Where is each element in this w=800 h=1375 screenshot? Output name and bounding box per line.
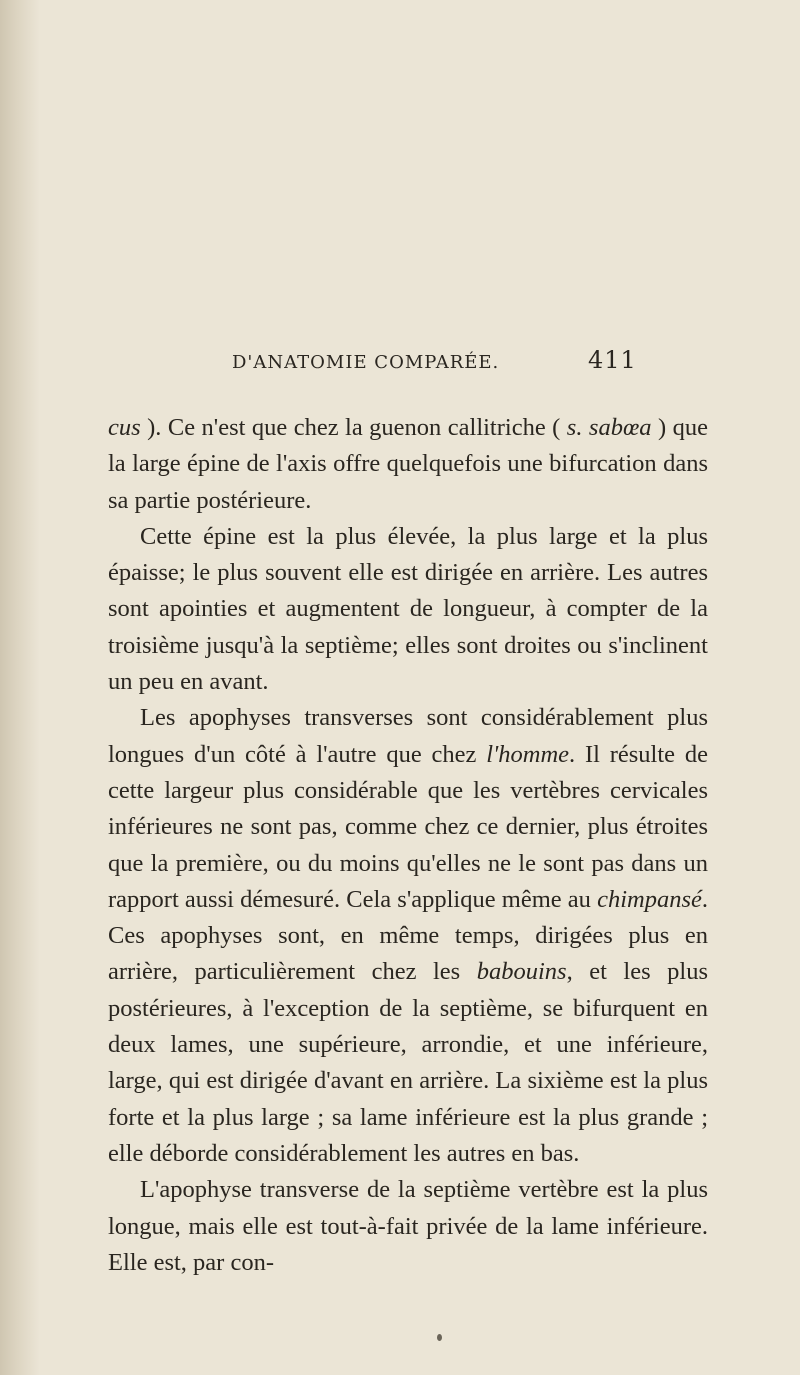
text-run: ). Ce n'est que chez la guenon callitriche ( xyxy=(140,414,567,441)
page-number: 411 xyxy=(588,346,637,374)
paragraph xyxy=(108,410,708,519)
text-run: . Il résulte de cette largeur plus considérable que les vertèbres cervicales inférieures ne sont pas, comme chez ce dernier, plus étroites que la première, ou du moins qu'elles ne le sont pas dans un rapport aussi démesuré. Cela s'applique même au xyxy=(108,740,708,913)
body-text xyxy=(108,410,708,1281)
italic-term: cus xyxy=(108,414,141,441)
text-run: , et les plus postérieures, à l'exception de la septième, se bifurquent en deux lames, une supérieure, arrondie, et une inférieure, large, qui est dirigée d'avant en arrière. La sixième est la plus forte et la plus large ; sa lame inférieure est la plus grande ; elle déborde considérablement les autres en bas. xyxy=(108,958,708,1167)
running-title: D'ANATOMIE COMPARÉE. xyxy=(232,352,500,373)
print-speck xyxy=(437,1334,442,1341)
text-run: ) que la large épine de l'axis offre quelquefois une bifurcation dans sa partie postérieure. xyxy=(108,414,708,514)
italic-term: l'homme xyxy=(486,740,570,768)
text-run: L'apophyse transverse de la septième vertèbre est la plus longue, mais elle est tout-à-fait privée de la lame inférieure. Elle est, par con- xyxy=(108,1176,708,1276)
text-run: Cette épine est la plus élevée, la plus large et la plus épaisse; le plus souvent elle est dirigée en arrière. Les autres sont apointies et augmentent de longueur, à compter de la troisième jusqu'à la septième; elles sont droites ou s'inclinent un peu en avant. xyxy=(108,522,708,696)
italic-term: babouins xyxy=(476,958,567,986)
paragraph xyxy=(108,1172,708,1281)
italic-term: chimpansé xyxy=(597,885,702,913)
italic-term: s. sabœa xyxy=(566,414,652,441)
text-run: Les apophyses transverses sont considérablement plus longues d'un côté à l'autre que chez xyxy=(108,704,708,768)
paragraph xyxy=(108,519,708,700)
text-run: . Ces apophyses sont, en même temps, dirigées plus en arrière, particulièrement chez les xyxy=(108,885,708,986)
paragraph xyxy=(108,700,708,1172)
